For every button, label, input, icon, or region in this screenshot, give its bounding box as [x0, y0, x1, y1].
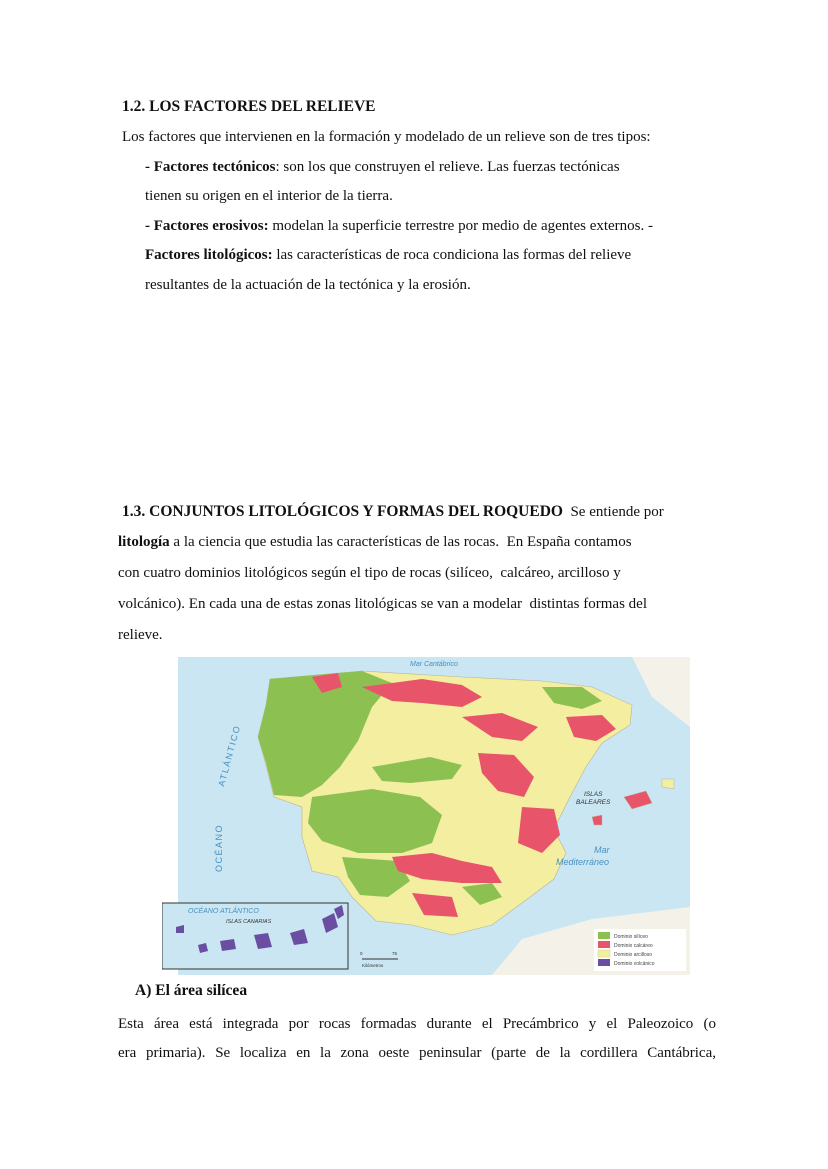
- label-baleares-2: BALEARES: [576, 799, 611, 806]
- label-canarias: ISLAS CANARIAS: [226, 919, 272, 925]
- menorca-island: [662, 779, 674, 789]
- scale-max: 75: [392, 951, 398, 956]
- legend-swatch-calcareous: [598, 941, 610, 948]
- factor-tectonic: [145, 159, 620, 176]
- legend-swatch-clay: [598, 950, 610, 957]
- litologia-term: litología: [118, 534, 170, 550]
- section-1-3-line5: relieve.: [118, 627, 163, 643]
- factor-tectonic-cont: tienen su origen en el interior de la tierra.: [145, 188, 393, 204]
- label-canarias-ocean: OCÉANO ATLÁNTICO: [188, 908, 259, 915]
- scale-unit: Kilómetros: [362, 963, 384, 968]
- section-1-3-line2: [118, 534, 632, 551]
- label-cantabrico: Mar Cantábrico: [410, 661, 458, 668]
- scale-zero: 0: [360, 951, 363, 956]
- section-a-line1: Esta área está integrada por rocas formadas durante el Precámbrico y el Paleozoico (o: [118, 1016, 716, 1032]
- section-1-2-intro: Los factores que intervienen en la formación y modelado de un relieve son de tres tipos:: [122, 129, 651, 145]
- label-oceano: OCÉANO: [214, 823, 224, 872]
- section-1-3-line1: [122, 503, 664, 521]
- label-mediterraneo-2: Mediterráneo: [556, 857, 610, 867]
- lithology-map-svg: [162, 657, 690, 975]
- factor-lithologic: [145, 247, 631, 264]
- section-1-2-title: 1.2. LOS FACTORES DEL RELIEVE: [122, 98, 376, 115]
- legend-label-siliceous: Dominio silíceo: [614, 934, 648, 940]
- legend-swatch-siliceous: [598, 932, 610, 939]
- factor-lithologic-label: Factores litológicos:: [145, 247, 273, 263]
- factor-erosive-label: - Factores erosivos:: [145, 218, 269, 234]
- legend-swatch-volcanic: [598, 959, 610, 966]
- lithology-map: [162, 657, 690, 975]
- label-atlantico: ATLÁNTICO: [216, 723, 243, 788]
- factor-lithologic-text: las características de roca condiciona las formas del relieve: [272, 247, 632, 263]
- legend-label-calcareous: Dominio calcáreo: [614, 943, 653, 949]
- factor-tectonic-label: - Factores tectónicos: [145, 159, 276, 175]
- section-1-3-line3: con cuatro dominios litológicos según el tipo de rocas (silíceo, calcáreo, arcilloso y: [118, 565, 621, 581]
- label-mediterraneo-1: Mar: [594, 845, 610, 855]
- factor-erosive: [145, 218, 653, 235]
- ibiza-island: [592, 815, 602, 825]
- label-baleares-1: ISLAS: [584, 791, 603, 798]
- factor-lithologic-cont: resultantes de la actuación de la tectónica y la erosión.: [145, 277, 471, 293]
- litologia-definition: a la ciencia que estudia las características de las rocas. En España contamos: [169, 534, 632, 550]
- legend-label-clay: Dominio arcilloso: [614, 952, 653, 958]
- section-a-title: A) El área silícea: [135, 982, 248, 999]
- canary-island-3: [220, 939, 236, 951]
- section-1-3-title: 1.3. CONJUNTOS LITOLÓGICOS Y FORMAS DEL ROQUEDO: [122, 503, 563, 520]
- section-1-3-title-tail: Se entiende por: [562, 504, 664, 520]
- factor-erosive-text: modelan la superficie terrestre por medio de agentes externos. -: [268, 218, 654, 234]
- legend-label-volcanic: Dominio volcánico: [614, 961, 655, 967]
- factor-tectonic-text: : son los que construyen el relieve. Las fuerzas tectónicas: [275, 159, 620, 175]
- section-1-3-line4: volcánico). En cada una de estas zonas litológicas se van a modelar distintas formas del: [118, 596, 647, 612]
- section-a-line2: era primaria). Se localiza en la zona oeste peninsular (parte de la cordillera Cantábrica,: [118, 1045, 716, 1061]
